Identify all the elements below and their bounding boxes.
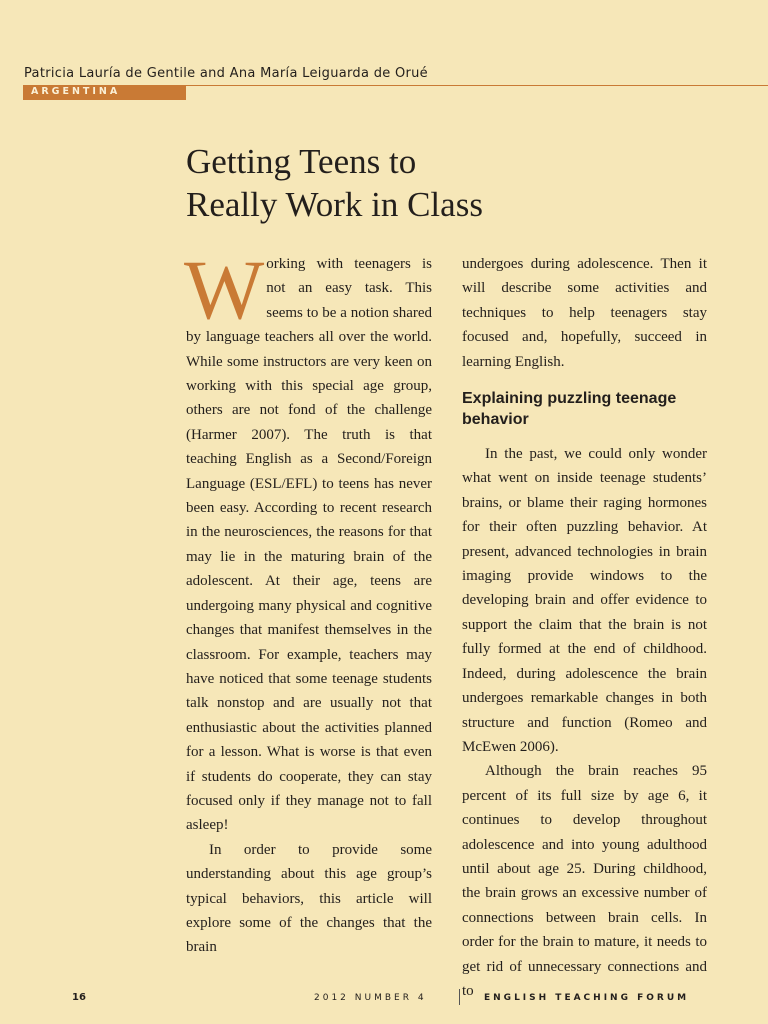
country-banner [23, 85, 186, 100]
journal-name: ENGLISH TEACHING FORUM [484, 993, 690, 1003]
page-number: 16 [72, 992, 86, 1003]
section-subheading: Explaining puzzling teenage behavior [462, 390, 677, 429]
right-column [462, 252, 707, 1003]
body-paragraph: Although the brain reaches 95 percent of its full size by age 6, it continues to develop throughout adolescence and into young adulthood until about age 25. During childhood, the brain grows an excessive number of connections between brain cells. In order for the brain to mature, it needs to get rid of unnecessary connections and to [462, 763, 707, 999]
left-column [184, 243, 432, 960]
intro-paragraph [184, 243, 432, 838]
footer-separator [459, 989, 460, 1005]
article-title [186, 140, 606, 226]
intro-text: orking with teenagers is not an easy task. This seems to be a notion shared by language teachers all over the world. While some instructors are very keen on working with this special age group, others are not fond of the challenge (Harmer 2007). The truth is that teaching English as a Second/Foreign Language (ESL/EFL) to teens has never been easy. According to recent research in the neurosciences, the reasons for that may lie in the maturing brain of the adolescent. At their age, teens are undergoing many physical and cognitive changes that manifest themselves in the classroom. For example, teachers may have noticed that some teenage students talk nonstop and are usually not that enthusiastic about the activities planned for a lesson. What is worse is that even if students do cooperate, they can stay focused only if they manage not to fall asleep! [186, 256, 432, 834]
body-paragraph: In order to provide some understanding about this age group’s typical behaviors, this article will explore some of the changes that the brain [186, 841, 432, 956]
issue-label: 2012 NUMBER 4 [314, 993, 427, 1003]
country-label: ARGENTINA [31, 86, 121, 97]
drop-cap: W [184, 243, 265, 337]
continuation-paragraph: undergoes during adolescence. Then it will describe some activities and techniques to help teenagers stay focused and, hopefully, succeed in learning English. [462, 256, 707, 370]
title-line-1: Getting Teens to [186, 142, 417, 181]
article-authors: Patricia Lauría de Gentile and Ana María Leiguarda de Orué [24, 66, 428, 81]
body-paragraph: In the past, we could only wonder what went on inside teenage students’ brains, or blame their raging hormones for their often puzzling behavior. At present, advanced technologies in brain imaging provide windows to the developing brain and offer evidence to support the claim that the brain is not fully formed at the end of childhood. Indeed, during adolescence the brain undergoes remarkable changes in both structure and function (Romeo and McEwen 2006). [462, 446, 707, 755]
header-rule [186, 85, 768, 86]
title-line-2: Really Work in Class [186, 185, 483, 224]
page-footer [0, 992, 768, 1008]
